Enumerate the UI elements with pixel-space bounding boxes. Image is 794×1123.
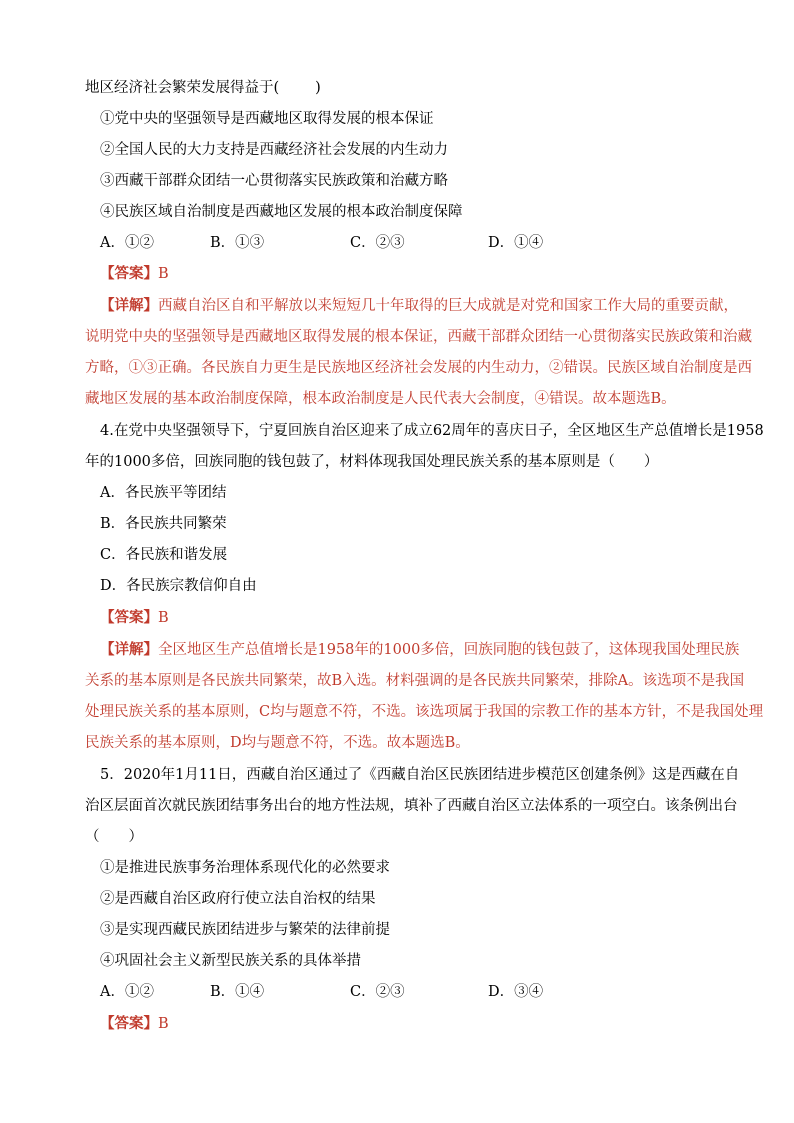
q3-stem-text: 地区经济社会繁荣发展得益于( — [85, 80, 280, 96]
q3-answer — [100, 264, 169, 284]
q3-item-1: ①党中央的坚强领导是西藏地区取得发展的根本保证 — [100, 111, 434, 127]
q5-item-2: ②是西藏自治区政府行使立法自治权的结果 — [100, 891, 376, 907]
q3-stem-tail — [85, 78, 321, 98]
q5-option-d: D．③④ — [488, 984, 544, 1000]
q4-answer — [100, 608, 169, 628]
q5-item-3: ③是实现西藏民族团结进步与繁荣的法律前提 — [100, 922, 390, 938]
answer-label: 【答案】 — [100, 266, 158, 282]
q3-detail-line-2: 说明党中央的坚强领导是西藏地区取得发展的根本保证，西藏干部群众团结一心贯彻落实民族政策和治藏 — [85, 329, 752, 345]
q3-detail-line-3: 方略，①③正确。各民族自力更生是民族地区经济社会发展的内生动力，②错误。民族区域自治制度是西 — [85, 360, 752, 376]
answer-label: 【答案】 — [100, 610, 158, 626]
q4-detail-line-1 — [100, 640, 739, 660]
q5-stem-line-2: 治区层面首次就民族团结事务出台的地方性法规，填补了西藏自治区立法体系的一项空白。该条例出台 — [85, 798, 738, 814]
q4-detail-line-3: 处理民族关系的基本原则，C均与题意不符，不选。该选项属于我国的宗教工作的基本方针，不是我国处理 — [85, 704, 764, 720]
detail-text: 西藏自治区自和平解放以来短短几十年取得的巨大成就是对党和国家工作大局的重要贡献， — [158, 298, 738, 314]
q4-stem-line-2: 年的1000多倍，回族同胞的钱包鼓了，材料体现我国处理民族关系的基本原则是（ ） — [85, 454, 659, 470]
q3-option-a: A．①② — [100, 235, 154, 251]
q4-stem-line-1: 4.在党中央坚强领导下，宁夏回族自治区迎来了成立62周年的喜庆日子，全区地区生产总值增长是1958 — [100, 423, 764, 439]
q4-option-c: C．各民族和谐发展 — [100, 547, 228, 563]
detail-label: 【详解】 — [100, 298, 158, 314]
q5-option-b: B．①④ — [210, 984, 265, 1000]
q3-detail-line-1 — [100, 296, 738, 316]
q4-option-d: D．各民族宗教信仰自由 — [100, 578, 257, 594]
q5-item-4: ④巩固社会主义新型民族关系的具体举措 — [100, 953, 361, 969]
detail-text: 全区地区生产总值增长是1958年的1000多倍，回族同胞的钱包鼓了，这体现我国处理民族 — [158, 642, 740, 658]
q4-option-a: A．各民族平等团结 — [100, 485, 227, 501]
q3-stem-close: ) — [315, 80, 321, 96]
q3-item-4: ④民族区域自治制度是西藏地区发展的根本政治制度保障 — [100, 204, 463, 220]
q5-option-c: C．②③ — [350, 984, 405, 1000]
answer-label: 【答案】 — [100, 1016, 158, 1032]
q3-detail-line-4: 藏地区发展的基本政治制度保障，根本政治制度是人民代表大会制度，④错误。故本题选B。 — [85, 391, 676, 407]
answer-value: B — [158, 266, 169, 282]
q5-answer — [100, 1014, 169, 1034]
q5-options — [100, 982, 543, 1002]
q3-option-d: D．①④ — [488, 235, 544, 251]
q5-stem-line-1: 5．2020年1月11日，西藏自治区通过了《西藏自治区民族团结进步模范区创建条例》这是西藏在自 — [100, 767, 740, 783]
answer-value: B — [158, 1016, 169, 1032]
q3-option-c: C．②③ — [350, 235, 405, 251]
q4-option-b: B．各民族共同繁荣 — [100, 516, 227, 532]
q3-item-3: ③西藏干部群众团结一心贯彻落实民族政策和治藏方略 — [100, 173, 448, 189]
q3-option-b: B．①③ — [210, 235, 265, 251]
q3-options — [100, 233, 543, 253]
q4-detail-line-4: 民族关系的基本原则，D均与题意不符，不选。故本题选B。 — [85, 735, 470, 751]
q3-item-2: ②全国人民的大力支持是西藏经济社会发展的内生动力 — [100, 142, 448, 158]
detail-label: 【详解】 — [100, 642, 158, 658]
q4-detail-line-2: 关系的基本原则是各民族共同繁荣，故B入选。材料强调的是各民族共同繁荣，排除A。该选项不是我国 — [85, 673, 745, 689]
q5-option-a: A．①② — [100, 984, 154, 1000]
answer-value: B — [158, 610, 169, 626]
q5-stem-line-3: （ ） — [85, 829, 143, 845]
q5-item-1: ①是推进民族事务治理体系现代化的必然要求 — [100, 860, 390, 876]
